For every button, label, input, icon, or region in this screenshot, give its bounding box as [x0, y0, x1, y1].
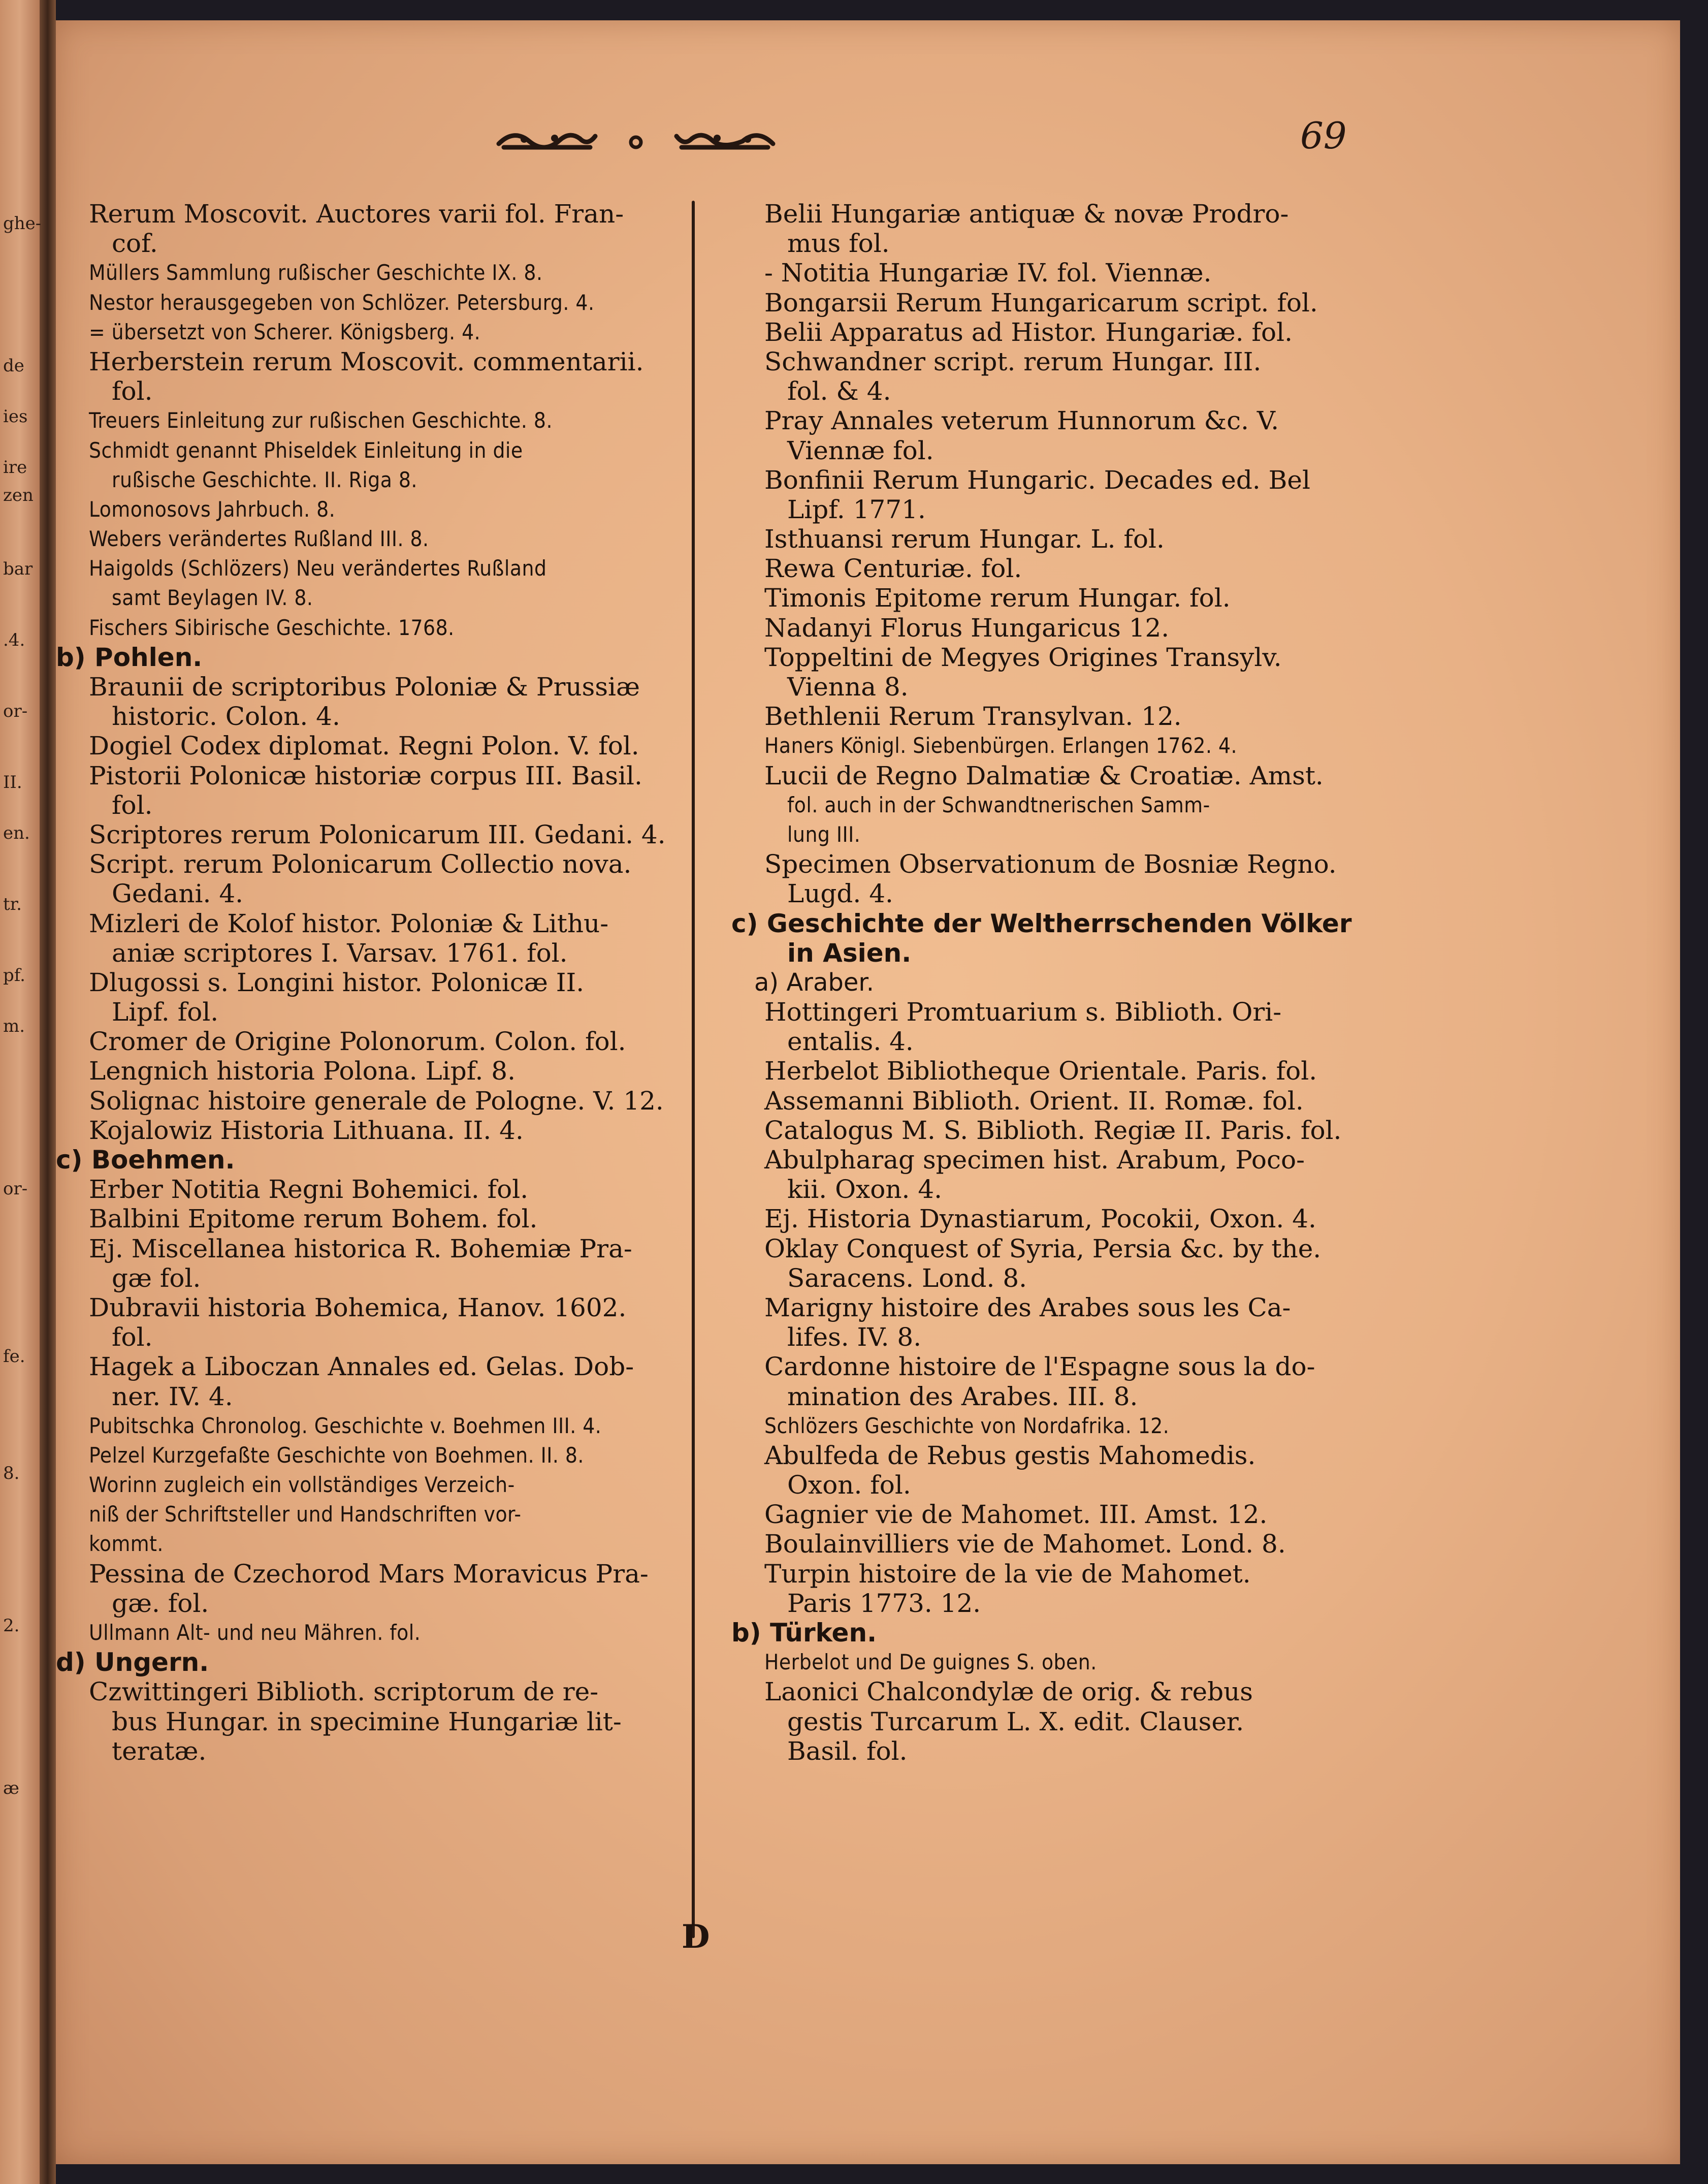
- bibliography-entry-line: = übersetzt von Scherer. Königsberg. 4.: [89, 319, 481, 344]
- bibliography-entry-line: Belii Hungariæ antiquæ & novæ Prodro-: [764, 199, 1289, 229]
- bibliography-entry-line: - Notitia Hungariæ IV. fol. Viennæ.: [764, 258, 1212, 288]
- margin-fragment: bar: [3, 559, 33, 579]
- margin-fragment: zen: [3, 485, 34, 505]
- bibliography-entry-line: Herbelot Bibliotheque Orientale. Paris. fol.: [764, 1056, 1317, 1086]
- bibliography-entry-line: Ej. Historia Dynastiarum, Pocokii, Oxon. 4.: [764, 1204, 1316, 1234]
- bibliography-entry-line: Treuers Einleitung zur rußischen Geschichte. 8.: [89, 408, 553, 433]
- bibliography-entry-line: Balbini Epitome rerum Bohem. fol.: [89, 1204, 538, 1234]
- margin-fragment: 8.: [3, 1463, 20, 1483]
- section-heading: a) Araber.: [754, 968, 874, 997]
- bibliography-entry-line: Mizleri de Kolof histor. Poloniæ & Lithu-: [89, 908, 609, 938]
- margin-fragment: 2.: [3, 1616, 20, 1636]
- signature-mark: D: [682, 1918, 710, 1956]
- margin-fragment: or-: [3, 701, 28, 721]
- bibliography-entry-line: Hottingeri Promtuarium s. Biblioth. Ori-: [764, 997, 1282, 1027]
- bibliography-entry-line: Lomonosovs Jahrbuch. 8.: [89, 496, 336, 522]
- bibliography-entry-line: Oxon. fol.: [787, 1470, 911, 1500]
- bibliography-entry-line: Herbelot und De guignes S. oben.: [764, 1650, 1097, 1675]
- bibliography-entry-line: Dubravii historia Bohemica, Hanov. 1602.: [89, 1292, 627, 1322]
- margin-fragment: ies: [3, 406, 28, 427]
- headpiece-ornament-icon: [494, 116, 778, 162]
- bibliography-entry-line: Scriptores rerum Polonicarum III. Gedani. 4.: [89, 819, 666, 849]
- right-column: [731, 199, 1392, 1766]
- margin-fragment: en.: [3, 823, 30, 843]
- section-heading: c) Geschichte der Weltherrschenden Völker: [731, 908, 1352, 938]
- margin-fragment: m.: [3, 1016, 25, 1036]
- bibliography-entry-line: Pray Annales veterum Hunnorum &c. V.: [764, 406, 1279, 436]
- bibliography-entry-line: lifes. IV. 8.: [787, 1322, 922, 1352]
- bibliography-entry-line: rußische Geschichte. II. Riga 8.: [112, 467, 417, 492]
- margin-fragment: tr.: [3, 894, 22, 914]
- bibliography-entry-line: Timonis Epitome rerum Hungar. fol.: [764, 583, 1231, 613]
- bibliography-entry-line: Vienna 8.: [787, 672, 909, 702]
- bibliography-entry-line: Assemanni Biblioth. Orient. II. Romæ. fol.: [764, 1086, 1304, 1116]
- section-heading: in Asien.: [787, 938, 912, 968]
- bibliography-entry-line: Braunii de scriptoribus Poloniæ & Prussiæ: [89, 672, 640, 702]
- bibliography-entry-line: ner. IV. 4.: [112, 1381, 233, 1411]
- bibliography-entry-line: Bongarsii Rerum Hungaricarum script. fol.: [764, 288, 1318, 318]
- bibliography-entry-line: Lipf. fol.: [112, 997, 219, 1027]
- bibliography-entry-line: Basil. fol.: [787, 1736, 908, 1766]
- bibliography-entry-line: Schlözers Geschichte von Nordafrika. 12.: [764, 1413, 1170, 1438]
- bibliography-entry-line: fol.: [112, 790, 153, 820]
- bibliography-entry-line: historic. Colon. 4.: [112, 702, 340, 732]
- bibliography-entry-line: Nestor herausgegeben von Schlözer. Petersburg. 4.: [89, 290, 595, 315]
- bibliography-entry-line: Script. rerum Polonicarum Collectio nova.: [89, 849, 632, 879]
- column-divider: [692, 201, 695, 1938]
- bibliography-entry-line: fol. auch in der Schwandtnerischen Samm-: [787, 792, 1210, 817]
- bibliography-entry-line: Laonici Chalcondylæ de orig. & rebus: [764, 1677, 1253, 1707]
- bibliography-entry-line: Czwittingeri Biblioth. scriptorum de re-: [89, 1677, 599, 1707]
- bibliography-entry-line: fol.: [112, 1322, 153, 1352]
- bibliography-entry-line: Catalogus M. S. Biblioth. Regiæ II. Paris. fol.: [764, 1115, 1342, 1145]
- bibliography-entry-line: Gagnier vie de Mahomet. III. Amst. 12.: [764, 1500, 1268, 1530]
- margin-fragment: de: [3, 356, 24, 376]
- bibliography-entry-line: Rerum Moscovit. Auctores varii fol. Fran-: [89, 199, 624, 229]
- bibliography-entry-line: Saracens. Lond. 8.: [787, 1263, 1027, 1293]
- section-heading: b) Pohlen.: [56, 642, 203, 672]
- bibliography-entry-line: Erber Notitia Regni Bohemici. fol.: [89, 1175, 529, 1205]
- bibliography-entry-line: Worinn zugleich ein vollständiges Verzeich-: [89, 1472, 515, 1498]
- bibliography-entry-line: Ej. Miscellanea historica R. Bohemiæ Pra-: [89, 1233, 632, 1263]
- bibliography-entry-line: mus fol.: [787, 229, 890, 259]
- section-heading: d) Ungern.: [56, 1648, 209, 1677]
- bibliography-entry-line: Pubitschka Chronolog. Geschichte v. Boehmen III. 4.: [89, 1413, 602, 1438]
- bibliography-entry-line: Paris 1773. 12.: [787, 1588, 981, 1618]
- bibliography-entry-line: Lipf. 1771.: [787, 494, 926, 524]
- bibliography-entry-line: Lugd. 4.: [787, 879, 893, 909]
- bibliography-entry-line: samt Beylagen IV. 8.: [112, 585, 313, 611]
- bibliography-entry-line: gæ fol.: [112, 1263, 201, 1293]
- section-heading: c) Boehmen.: [56, 1145, 235, 1175]
- margin-fragment: .4.: [3, 630, 25, 650]
- bibliography-entry-line: gestis Turcarum L. X. edit. Clauser.: [787, 1706, 1244, 1736]
- bibliography-entry-line: mination des Arabes. III. 8.: [787, 1381, 1138, 1411]
- margin-fragment: ghe-: [3, 213, 42, 234]
- bibliography-entry-line: Abulpharag specimen hist. Arabum, Poco-: [764, 1145, 1305, 1175]
- bibliography-entry-line: Toppeltini de Megyes Origines Transylv.: [764, 642, 1282, 672]
- margin-fragment: fe.: [3, 1346, 25, 1367]
- bibliography-entry-line: Pelzel Kurzgefaßte Geschichte von Boehmen. II. 8.: [89, 1442, 584, 1468]
- bibliography-entry-line: Gedani. 4.: [112, 879, 244, 909]
- bibliography-entry-line: Haigolds (Schlözers) Neu verändertes Rußland: [89, 556, 547, 581]
- bibliography-entry-line: bus Hungar. in specimine Hungariæ lit-: [112, 1706, 622, 1736]
- bibliography-entry-line: Hagek a Liboczan Annales ed. Gelas. Dob-: [89, 1352, 634, 1382]
- bibliography-entry-line: Bonfinii Rerum Hungaric. Decades ed. Bel: [764, 465, 1310, 495]
- bibliography-entry-line: cof.: [112, 229, 158, 259]
- margin-fragment: II.: [3, 772, 22, 793]
- margin-fragment: æ: [3, 1778, 19, 1798]
- bibliography-entry-line: Dlugossi s. Longini histor. Polonicæ II.: [89, 967, 585, 997]
- bibliography-entry-line: Webers verändertes Rußland III. 8.: [89, 526, 429, 552]
- bibliography-entry-line: Abulfeda de Rebus gestis Mahomedis.: [764, 1440, 1256, 1470]
- bibliography-entry-line: fol. & 4.: [787, 376, 891, 406]
- bibliography-entry-line: Pessina de Czechorod Mars Moravicus Pra-: [89, 1559, 649, 1589]
- bibliography-entry-line: Specimen Observationum de Bosniæ Regno.: [764, 849, 1337, 879]
- bibliography-entry-line: kii. Oxon. 4.: [787, 1175, 943, 1205]
- bibliography-entry-line: gæ. fol.: [112, 1588, 209, 1618]
- bibliography-entry-line: Lengnich historia Polona. Lipf. 8.: [89, 1056, 515, 1086]
- bibliography-entry-line: Dogiel Codex diplomat. Regni Polon. V. fol.: [89, 731, 639, 761]
- bibliography-entry-line: aniæ scriptores I. Varsav. 1761. fol.: [112, 938, 568, 968]
- bibliography-entry-line: Cardonne histoire de l'Espagne sous la do-: [764, 1352, 1315, 1382]
- bibliography-entry-line: Haners Königl. Siebenbürgen. Erlangen 1762. 4.: [764, 733, 1237, 758]
- bibliography-entry-line: Boulainvilliers vie de Mahomet. Lond. 8.: [764, 1529, 1286, 1559]
- bibliography-entry-line: Marigny histoire des Arabes sous les Ca-: [764, 1292, 1291, 1322]
- bibliography-entry-line: teratæ.: [112, 1736, 207, 1766]
- margin-fragment: pf.: [3, 965, 25, 986]
- margin-fragment: ire: [3, 457, 27, 478]
- bibliography-entry-line: Schwandner script. rerum Hungar. III.: [764, 346, 1262, 376]
- bibliography-entry-line: Pistorii Polonicæ historiæ corpus III. Basil.: [89, 761, 642, 790]
- bibliography-entry-line: Nadanyi Florus Hungaricus 12.: [764, 613, 1170, 643]
- bibliography-entry-line: fol.: [112, 376, 153, 406]
- bibliography-entry-line: Viennæ fol.: [787, 435, 934, 465]
- bibliography-entry-line: Ullmann Alt- und neu Mähren. fol.: [89, 1620, 421, 1645]
- previous-page-edge: [0, 0, 40, 2184]
- bibliography-entry-line: Rewa Centuriæ. fol.: [764, 554, 1022, 584]
- bibliography-entry-line: Bethlenii Rerum Transylvan. 12.: [764, 702, 1182, 732]
- left-column: [56, 199, 675, 1766]
- book-gutter: [40, 0, 56, 2184]
- bibliography-entry-line: Oklay Conquest of Syria, Persia &c. by the.: [764, 1233, 1322, 1263]
- page-number: 69: [1300, 114, 1347, 157]
- bibliography-entry-line: Turpin histoire de la vie de Mahomet.: [764, 1559, 1251, 1589]
- bibliography-entry-line: Kojalowiz Historia Lithuana. II. 4.: [89, 1115, 524, 1145]
- bibliography-entry-line: Fischers Sibirische Geschichte. 1768.: [89, 615, 455, 640]
- bibliography-entry-line: kommt.: [89, 1531, 164, 1557]
- margin-fragment: or-: [3, 1179, 28, 1199]
- bibliography-entry-line: Belii Apparatus ad Histor. Hungariæ. fol.: [764, 317, 1293, 347]
- bibliography-entry-line: Cromer de Origine Polonorum. Colon. fol.: [89, 1027, 626, 1057]
- section-heading: b) Türken.: [731, 1618, 877, 1648]
- bibliography-entry-line: Lucii de Regno Dalmatiæ & Croatiæ. Amst.: [764, 761, 1324, 790]
- bibliography-entry-line: Isthuansi rerum Hungar. L. fol.: [764, 524, 1165, 554]
- bibliography-entry-line: Schmidt genannt Phiseldek Einleitung in die: [89, 437, 523, 463]
- bibliography-entry-line: lung III.: [787, 821, 861, 847]
- bibliography-entry-line: entalis. 4.: [787, 1027, 914, 1057]
- bibliography-entry-line: Müllers Sammlung rußischer Geschichte IX. 8.: [89, 260, 543, 286]
- bibliography-entry-line: niß der Schriftsteller und Handschriften vor-: [89, 1502, 522, 1527]
- bibliography-entry-line: Solignac histoire generale de Pologne. V. 12.: [89, 1086, 664, 1116]
- bibliography-entry-line: Herberstein rerum Moscovit. commentarii.: [89, 346, 644, 376]
